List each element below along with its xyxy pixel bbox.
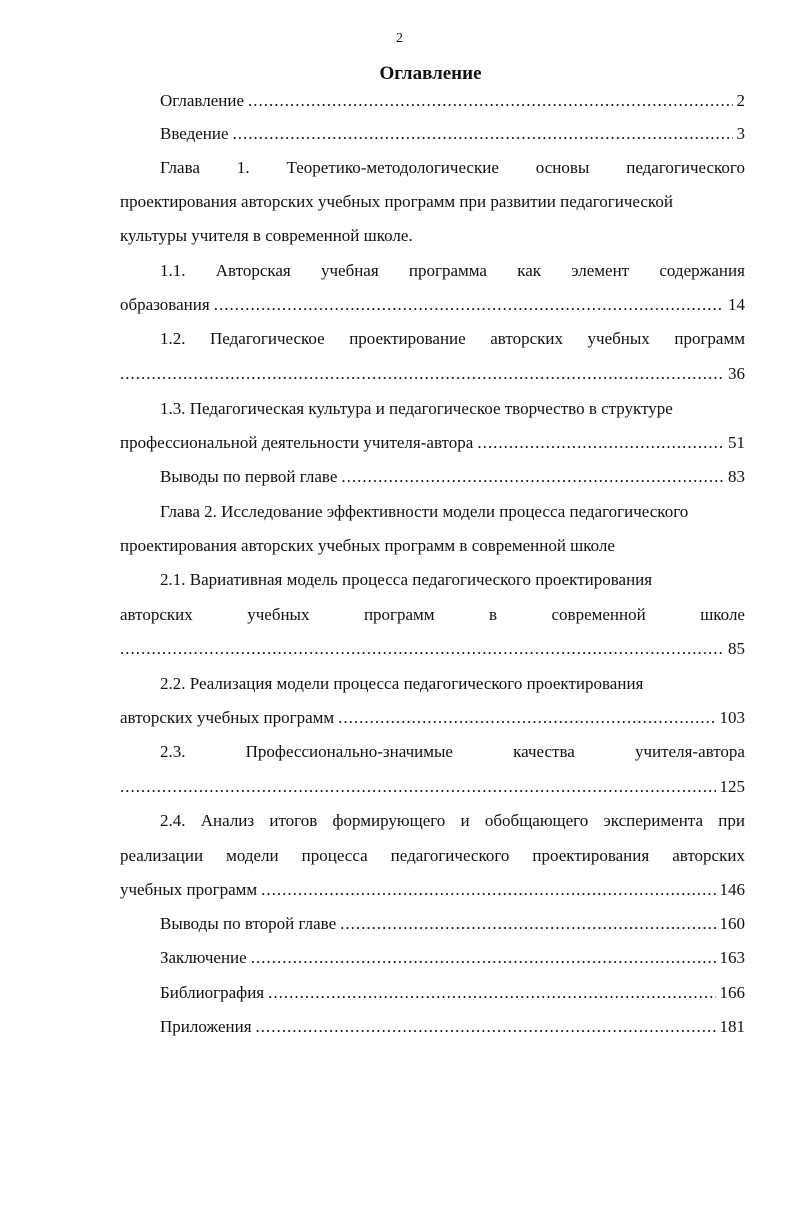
- leader-dots: [261, 877, 715, 903]
- chapter-2-title-line-2: проектирования авторских учебных программ в современной школе: [120, 536, 615, 555]
- leader-dots: [233, 121, 733, 147]
- word: педагогического: [626, 158, 745, 177]
- word: Профессионально-значимые: [245, 742, 453, 761]
- toc-entry-1-3-line-2: [120, 430, 745, 456]
- toc-entry-2-3-line-1: [160, 739, 745, 765]
- word: содержания: [659, 261, 745, 280]
- toc-entry-text: Приложения: [160, 1017, 252, 1036]
- toc-page-number: 181: [719, 1017, 745, 1036]
- word: Авторская: [215, 261, 291, 280]
- leader-dots: [477, 430, 724, 456]
- word: процесса: [301, 846, 368, 865]
- toc-entry-1-2-line-1: [160, 326, 745, 352]
- leader-dots: [120, 636, 724, 662]
- word: элемент: [571, 261, 630, 280]
- word: при: [718, 811, 745, 830]
- word: Педагогическое: [210, 329, 325, 348]
- toc-entry-2-3-line-2: [120, 774, 745, 800]
- word: основы: [535, 158, 590, 177]
- word: школе: [700, 605, 745, 624]
- word: 1.1.: [160, 261, 186, 280]
- toc-entry-2-4-line-2: [120, 843, 745, 869]
- word: учебных: [587, 329, 650, 348]
- chapter-1-title-line-3: культуры учителя в современной школе.: [120, 226, 413, 245]
- word: как: [517, 261, 542, 280]
- toc-entry-text: профессиональной деятельности учителя-автора: [120, 433, 474, 452]
- toc-page-number: 125: [719, 777, 745, 796]
- toc-page-number: 163: [719, 948, 745, 967]
- toc-page-number: 160: [719, 914, 745, 933]
- leader-dots: [251, 945, 716, 971]
- leader-dots: [120, 361, 724, 387]
- toc-page-number: 166: [719, 983, 745, 1002]
- toc-entry-2-1-line-3: [120, 636, 745, 662]
- toc-entry-ch1-conclusions: [160, 464, 745, 490]
- toc-entry-2-2-line-1: 2.2. Реализация модели процесса педагогического проектирования: [160, 674, 644, 693]
- word: Глава: [160, 158, 200, 177]
- word: качества: [513, 742, 575, 761]
- toc-page-number: 83: [728, 467, 745, 486]
- toc-entry-2-4-line-1: [160, 808, 745, 834]
- word: программа: [408, 261, 487, 280]
- toc-entry-text: Введение: [160, 124, 229, 143]
- chapter-1-title-line-2: проектирования авторских учебных программ при развитии педагогической: [120, 192, 673, 211]
- toc-entry-2-2-line-2: [120, 705, 745, 731]
- toc-entry-intro: [160, 121, 745, 147]
- leader-dots: [120, 774, 716, 800]
- toc-entry-2-4-line-3: [120, 877, 745, 903]
- chapter-1-title-line-1: [160, 155, 745, 181]
- word: учителя-автора: [634, 742, 745, 761]
- word: эксперимента: [603, 811, 703, 830]
- word: современной: [551, 605, 646, 624]
- word: 2.3.: [160, 742, 186, 761]
- word: программ: [363, 605, 435, 624]
- toc-page-number: 14: [728, 295, 745, 314]
- word: реализации: [120, 846, 204, 865]
- toc-page-number: 2: [736, 91, 745, 110]
- toc-entry-text: учебных программ: [120, 880, 258, 899]
- leader-dots: [268, 980, 715, 1006]
- word: итогов: [269, 811, 318, 830]
- word: программ: [674, 329, 745, 348]
- toc-entry-1-2-line-2: [120, 361, 745, 387]
- chapter-2-title-line-1: Глава 2. Исследование эффективности модели процесса педагогического: [160, 502, 689, 521]
- word: 1.2.: [160, 329, 186, 348]
- word: формирующего: [332, 811, 446, 830]
- word: в: [489, 605, 498, 624]
- word: проектирования: [532, 846, 650, 865]
- toc-page-number: 51: [728, 433, 745, 452]
- toc-entry-bibliography: [160, 980, 745, 1006]
- toc-entry-text: Выводы по второй главе: [160, 914, 337, 933]
- toc-entry-text: авторских учебных программ: [120, 708, 335, 727]
- toc-entry-ch2-conclusions: [160, 911, 745, 937]
- toc-entry-text: Выводы по первой главе: [160, 467, 338, 486]
- toc-entry-text: Оглавление: [160, 91, 244, 110]
- toc-page-number: 146: [719, 880, 745, 899]
- leader-dots: [256, 1014, 716, 1040]
- word: Теоретико-методологические: [286, 158, 499, 177]
- leader-dots: [214, 292, 724, 318]
- word: 2.4.: [160, 811, 186, 830]
- toc-page-number: 36: [728, 364, 745, 383]
- word: Анализ: [200, 811, 255, 830]
- word: обобщающего: [484, 811, 589, 830]
- toc-entry-appendix: [160, 1014, 745, 1040]
- word: авторских: [120, 605, 193, 624]
- word: учебная: [320, 261, 379, 280]
- toc-entry-conclusion: [160, 945, 745, 971]
- toc-entry-text: Заключение: [160, 948, 247, 967]
- toc-entry-1-1-line-1: [160, 258, 745, 284]
- word: авторских: [490, 329, 564, 348]
- toc-page-number: 3: [736, 124, 745, 143]
- toc-entry-1-1-line-2: [120, 292, 745, 318]
- toc-title: Оглавление: [379, 63, 482, 84]
- leader-dots: [338, 705, 715, 731]
- word: авторских: [672, 846, 745, 865]
- toc-entry-2-1-line-1: 2.1. Вариативная модель процесса педагогического проектирования: [160, 570, 653, 589]
- toc-entry-contents: [160, 88, 745, 114]
- word: проектирование: [349, 329, 466, 348]
- toc-page-number: 103: [719, 708, 745, 727]
- toc-entry-2-1-line-2: [120, 602, 745, 628]
- toc-page-number: 85: [728, 639, 745, 658]
- toc-entry-text: Библиография: [160, 983, 265, 1002]
- leader-dots: [248, 88, 733, 114]
- toc-entry-1-3-line-1: 1.3. Педагогическая культура и педагогическое творчество в структуре: [160, 399, 673, 418]
- word: 1.: [236, 158, 250, 177]
- page-number: 2: [396, 31, 403, 46]
- word: и: [460, 811, 470, 830]
- leader-dots: [341, 464, 724, 490]
- word: модели: [226, 846, 279, 865]
- leader-dots: [340, 911, 715, 937]
- word: педагогического: [390, 846, 510, 865]
- word: учебных: [247, 605, 310, 624]
- toc-entry-text: образования: [120, 295, 210, 314]
